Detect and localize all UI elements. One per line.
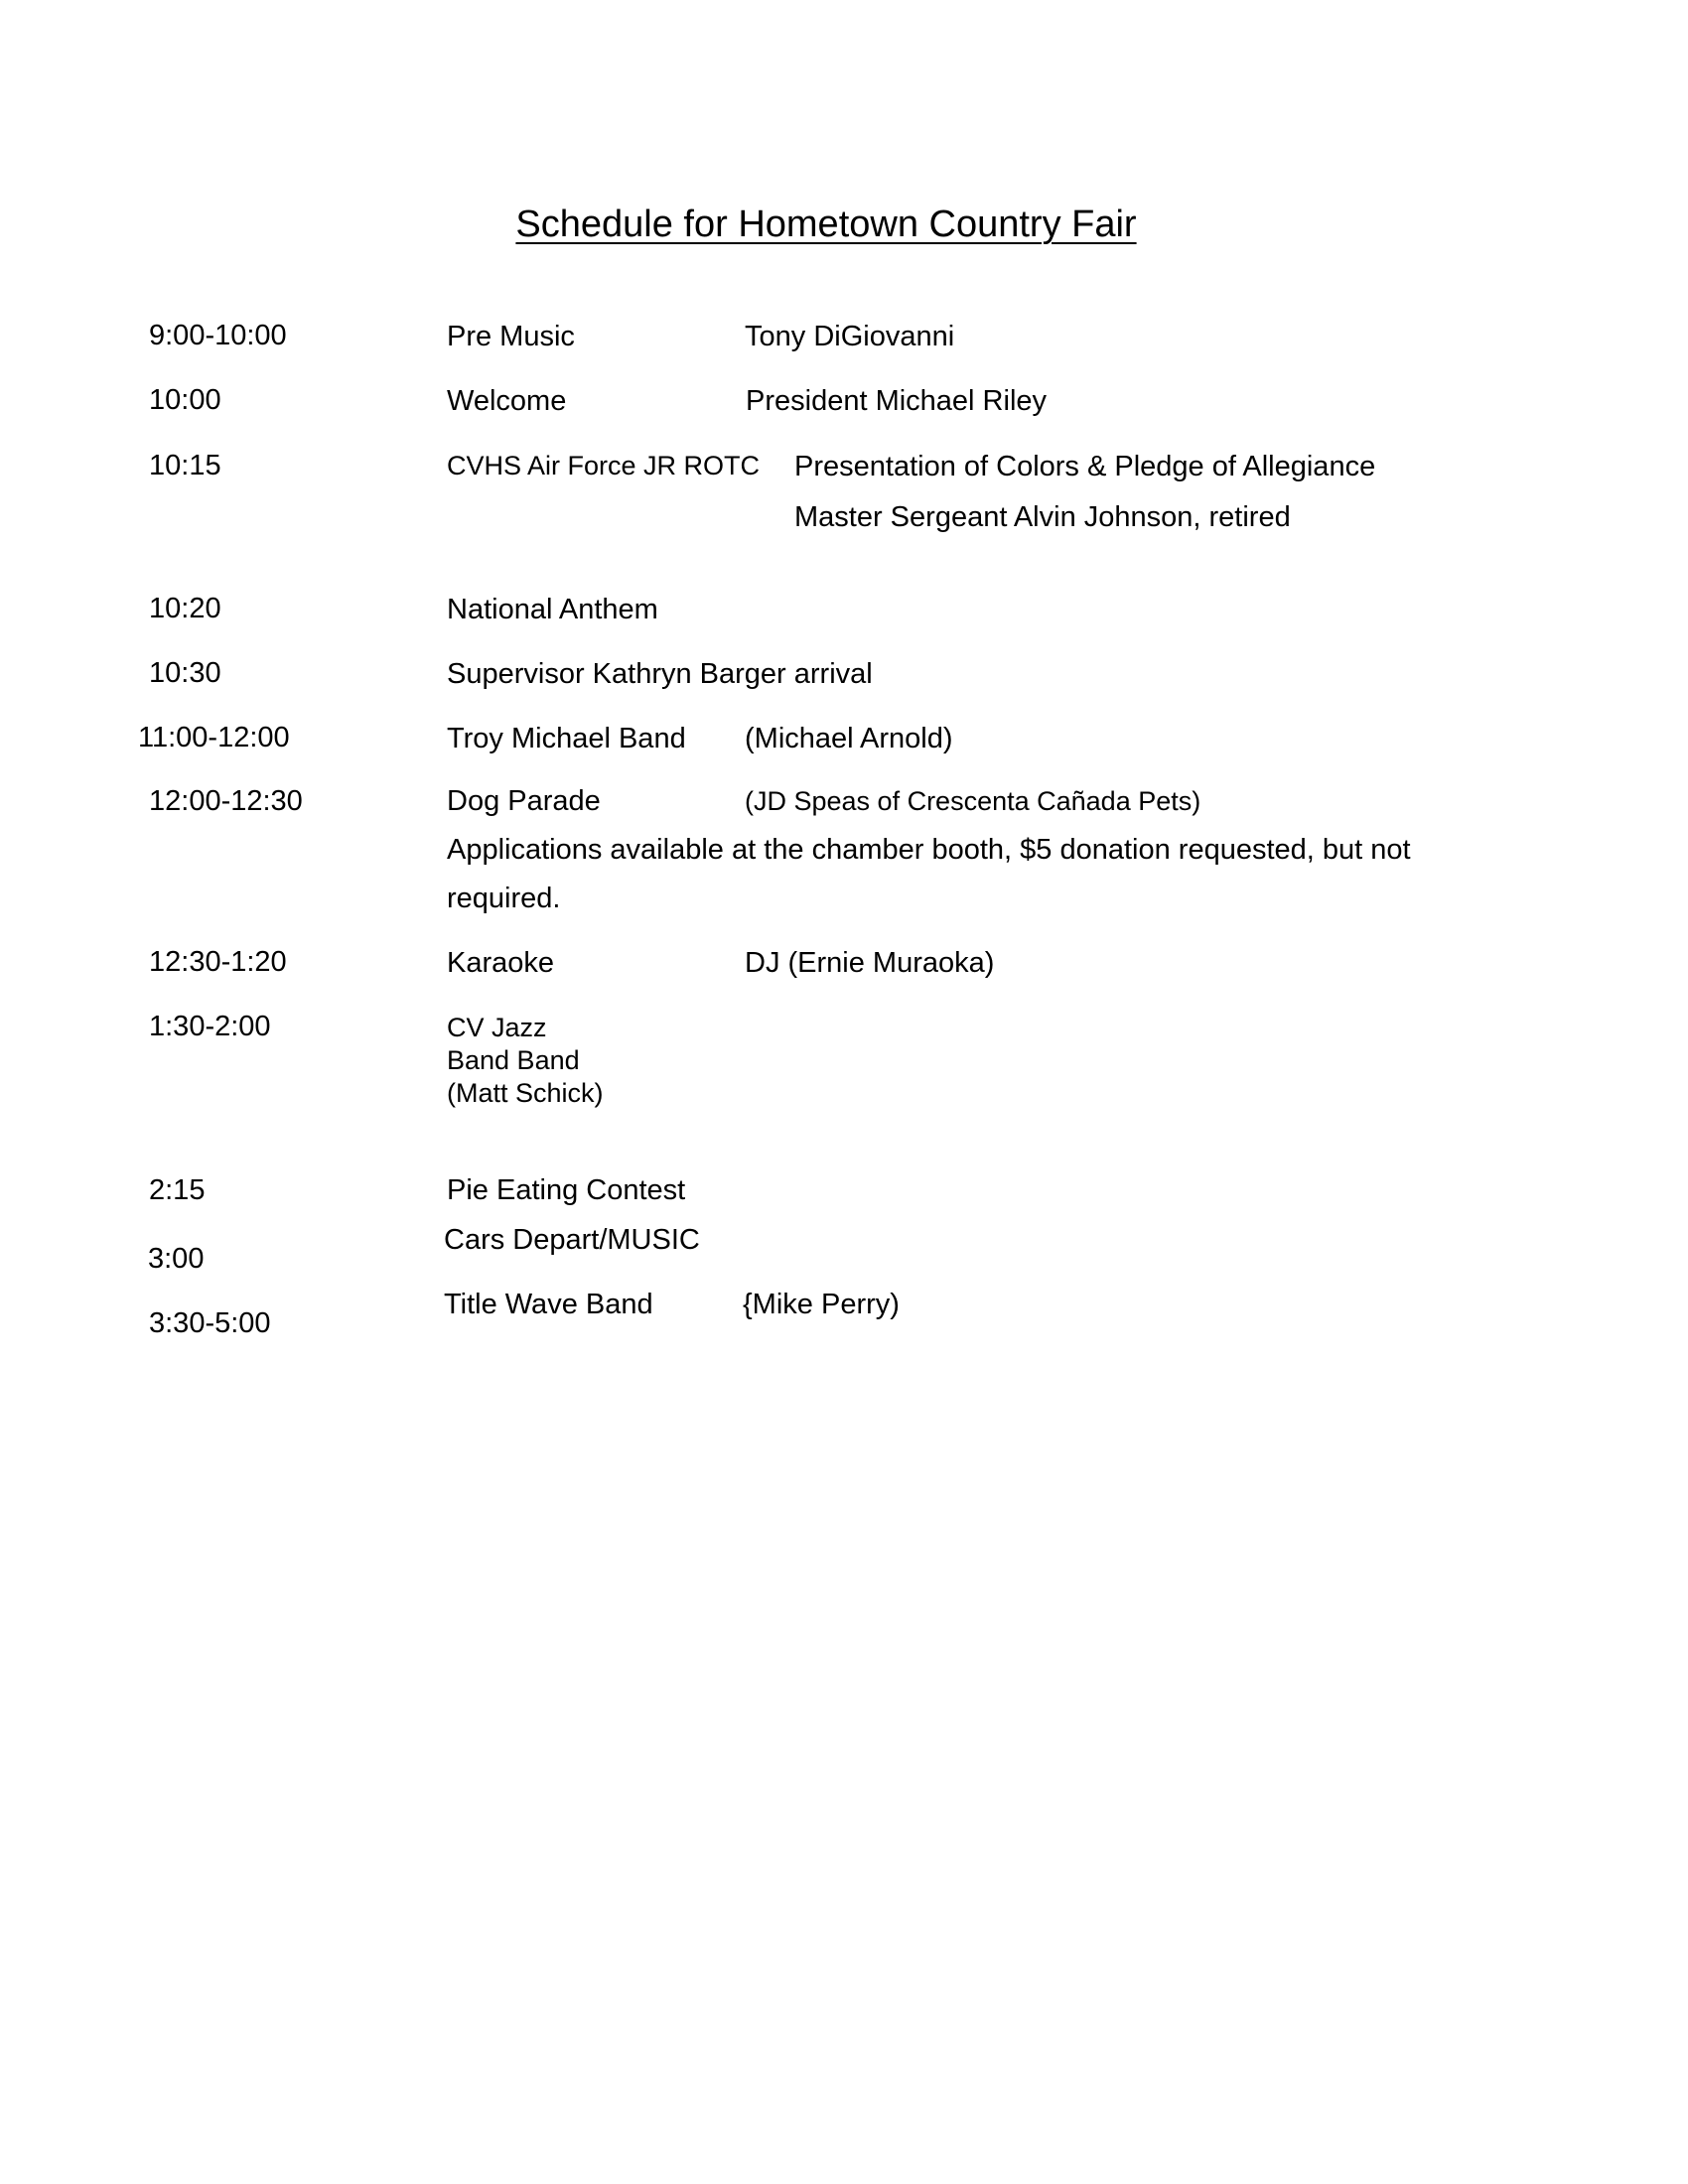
schedule-time: 12:00-12:30 [149,785,303,817]
schedule-time: 11:00-12:00 [138,722,290,753]
schedule-detail: Presentation of Colors & Pledge of Allegiance [794,451,1376,482]
schedule-detail: (Michael Arnold) [745,723,953,754]
schedule-detail: {Mike Perry) [743,1289,900,1320]
schedule-event: Pie Eating Contest [447,1174,686,1206]
schedule-note: required. [447,883,561,914]
schedule-time: 10:20 [149,593,221,624]
schedule-event: Pre Music [447,321,575,352]
page-title: Schedule for Hometown Country Fair [515,204,1137,245]
schedule-event: CV Jazz [447,1013,547,1042]
schedule-event: CVHS Air Force JR ROTC [447,451,761,480]
schedule-time: 3:00 [148,1243,205,1275]
schedule-detail: President Michael Riley [746,385,1048,417]
schedule-detail-secondary: Master Sergeant Alvin Johnson, retired [794,501,1291,533]
schedule-time: 10:30 [149,657,221,689]
schedule-event: Supervisor Kathryn Barger arrival [447,658,873,690]
schedule-event: Troy Michael Band [447,723,686,754]
schedule-detail: Tony DiGiovanni [745,321,955,352]
schedule-event: Welcome [447,385,567,417]
schedule-event: Band Band [447,1045,580,1075]
schedule-event: (Matt Schick) [447,1078,604,1108]
schedule-event: National Anthem [447,594,658,625]
schedule-detail: (JD Speas of Crescenta Cañada Pets) [745,786,1201,816]
schedule-detail: DJ (Ernie Muraoka) [745,947,995,979]
schedule-time: 9:00-10:00 [149,320,287,351]
schedule-event: Title Wave Band [444,1289,653,1320]
schedule-time: 10:00 [149,384,221,416]
schedule-time: 1:30-2:00 [149,1011,271,1042]
schedule-event: Dog Parade [447,785,601,817]
schedule-event: Cars Depart/MUSIC [444,1224,700,1256]
schedule-event: Karaoke [447,947,555,979]
schedule-time: 12:30-1:20 [149,946,287,978]
schedule-time: 2:15 [149,1174,206,1206]
schedule-time: 10:15 [149,450,221,481]
schedule-time: 3:30-5:00 [149,1307,271,1339]
schedule-note: Applications available at the chamber booth, $5 donation requested, but not [447,834,1411,866]
